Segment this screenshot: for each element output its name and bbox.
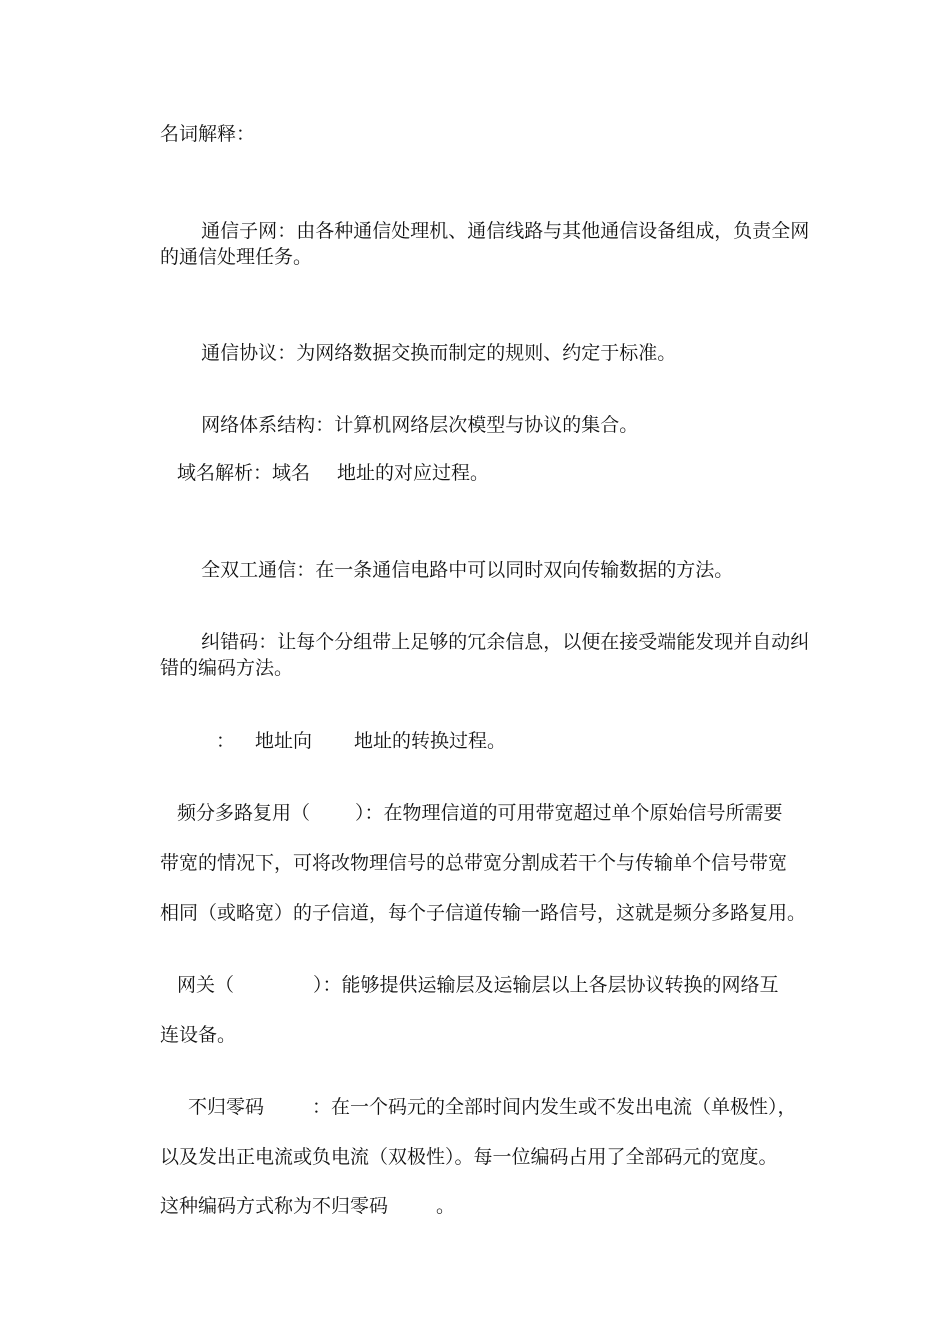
entry-communication-subnet-cont: 的通信处理任务。 bbox=[160, 246, 313, 268]
definition: ：在一条通信电路中可以同时双向传输数据的方法。 bbox=[296, 559, 734, 581]
entry-nrz-cont-2 bbox=[160, 1194, 480, 1290]
definition-part2: 。 bbox=[436, 1195, 456, 1217]
term: 不归零码 bbox=[188, 1096, 265, 1118]
entry-error-correcting-code-cont: 错的编码方法。 bbox=[160, 657, 294, 679]
heading: 名词解释： bbox=[160, 123, 256, 145]
definition: ：计算机网络层次模型与协议的集合。 bbox=[315, 414, 639, 436]
colon: ： bbox=[216, 730, 236, 752]
definition: ：让每个分组带上足够的冗余信息，以便在接受端能发现并自动纠 bbox=[258, 631, 810, 653]
term: 纠错码 bbox=[201, 631, 259, 653]
entry-network-architecture bbox=[177, 389, 638, 461]
term: 网络体系结构 bbox=[201, 414, 316, 436]
definition-part1: 这种编码方式称为不归零码 bbox=[160, 1195, 389, 1217]
term: 域名解析 bbox=[177, 462, 254, 484]
definition: ）：能够提供运输层及运输层以上各层协议转换的网络互 bbox=[313, 974, 779, 996]
entry-communication-protocol bbox=[177, 317, 676, 389]
term: 频分多路复用（ bbox=[177, 802, 311, 824]
term: 通信协议 bbox=[201, 342, 278, 364]
entry-gateway bbox=[177, 973, 797, 1069]
definition: ）：在物理信道的可用带宽超过单个原始信号所需要 bbox=[355, 802, 783, 824]
term: 通信子网 bbox=[201, 220, 278, 242]
definition-part1: ：域名 bbox=[253, 462, 311, 484]
entry-gateway-cont: 连设备。 bbox=[160, 1024, 237, 1046]
definition: ：由各种通信处理机、通信线路与其他通信设备组成，负责全网 bbox=[277, 220, 810, 242]
term: 全双工通信 bbox=[201, 559, 297, 581]
definition: ：在一个码元的全部时间内发生或不发出电流（单极性）， bbox=[312, 1096, 797, 1118]
entry-nrz bbox=[188, 1095, 808, 1191]
entry-fdm bbox=[177, 801, 797, 897]
entry-fdm-cont-2: 相同（或略宽）的子信道，每个子信道传输一路信号，这就是频分多路复用。 bbox=[160, 902, 807, 924]
entry-full-duplex bbox=[177, 534, 733, 606]
term: 网关（ bbox=[177, 974, 235, 996]
entry-nrz-cont-1: 以及发出正电流或负电流（双极性）。每一位编码占用了全部码元的宽度。 bbox=[160, 1146, 778, 1168]
entry-fdm-cont-1: 带宽的情况下，可将改物理信号的总带宽分割成若干个与传输单个信号带宽 bbox=[160, 852, 788, 874]
definition-part2: 地址的转换过程。 bbox=[354, 730, 507, 752]
definition-part1: 地址向 bbox=[255, 730, 313, 752]
definition: ：为网络数据交换而制定的规则、约定于标准。 bbox=[277, 342, 677, 364]
definition-part2: 地址的对应过程。 bbox=[337, 462, 490, 484]
